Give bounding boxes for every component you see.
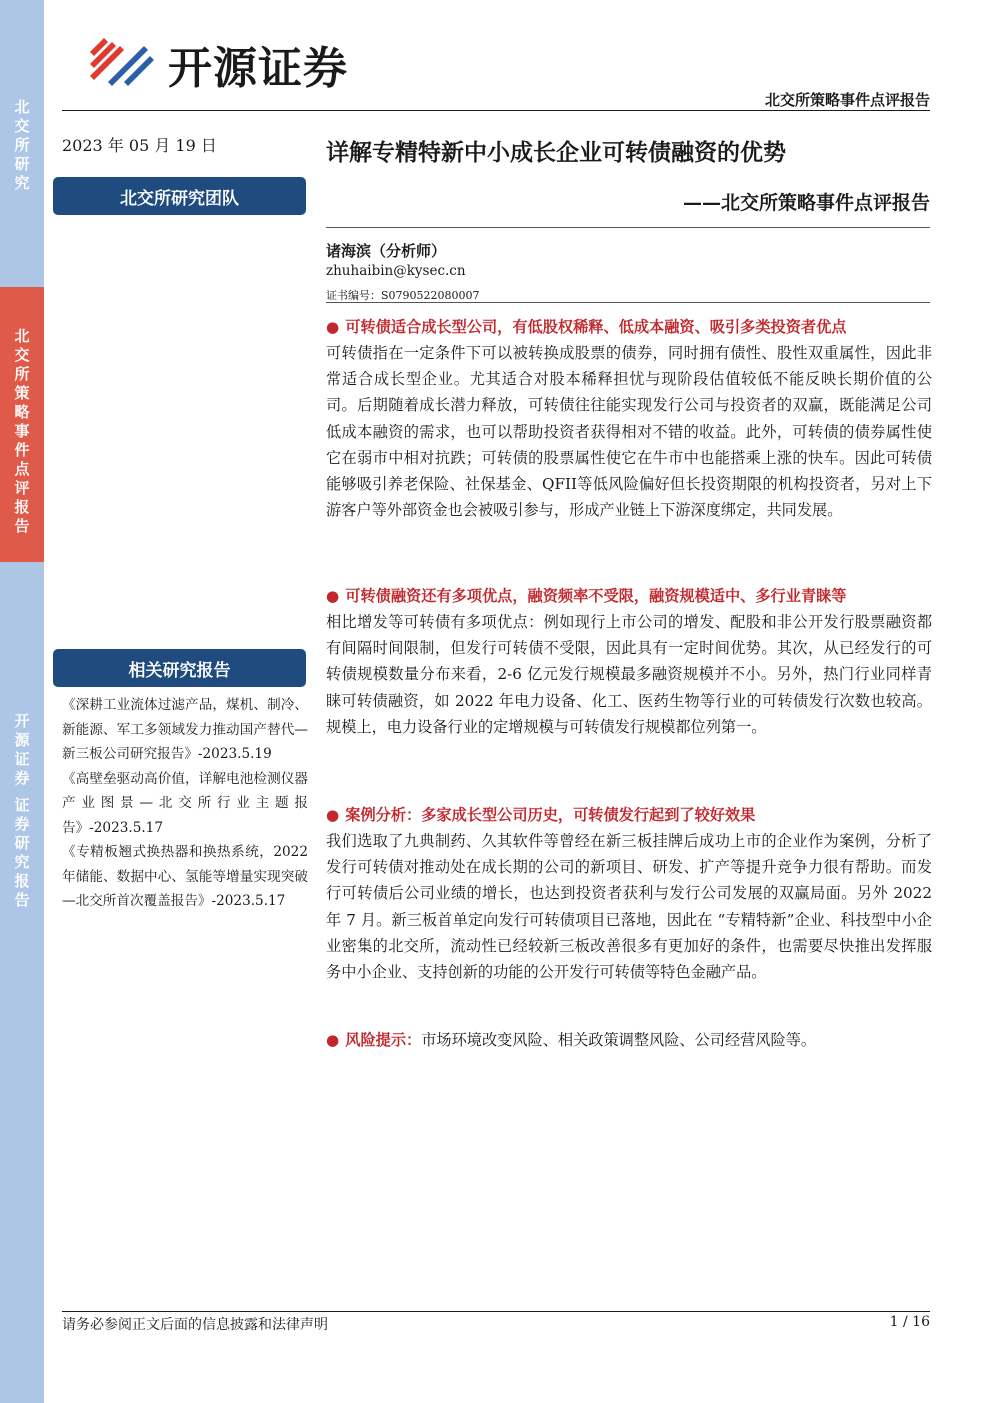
sidebar-char: 点 bbox=[14, 460, 30, 478]
section-financing-advantages bbox=[326, 583, 932, 740]
sidebar-char: 事 bbox=[14, 422, 30, 440]
title-divider bbox=[326, 227, 930, 228]
sidebar-char: 究 bbox=[14, 853, 30, 871]
bullet-icon: ● bbox=[326, 318, 340, 336]
sidebar-label-brand bbox=[0, 712, 44, 910]
related-report-item[interactable]: 《深耕工业流体过滤产品，煤机、制冷、新能源、军工多领域发力推动国产替代—新三板公司研究报告》-2023.5.19 bbox=[62, 697, 308, 762]
sidebar-char: 开 bbox=[14, 712, 30, 730]
header-report-type: 北交所策略事件点评报告 bbox=[764, 91, 930, 109]
sidebar-char: 所 bbox=[14, 136, 30, 154]
sidebar-char: 研 bbox=[14, 155, 30, 173]
sidebar-char: 研 bbox=[14, 834, 30, 852]
related-report-item[interactable]: 《专精板翘式换热器和换热系统，2022 年储能、数据中心、氢能等增量实现突破—北交所首次覆盖报告》-2023.5.17 bbox=[62, 844, 308, 909]
header-divider bbox=[62, 110, 930, 111]
sidebar-char: 所 bbox=[14, 365, 30, 383]
sidebar-char: 券 bbox=[14, 815, 30, 833]
sidebar-label-research bbox=[0, 98, 44, 193]
sidebar-char: 告 bbox=[14, 517, 30, 535]
bullet-icon: ● bbox=[326, 587, 340, 605]
sidebar-char: 报 bbox=[14, 872, 30, 890]
analyst-email[interactable]: zhuhaibin@kysec.cn bbox=[326, 263, 466, 279]
sidebar-char: 证 bbox=[14, 796, 30, 814]
related-panel-title: 相关研究报告 bbox=[53, 649, 306, 687]
section-heading: ● 可转债融资还有多项优点，融资频率不受限，融资规模适中、多行业青睐等 bbox=[326, 587, 847, 605]
footer-disclaimer: 请务必参阅正文后面的信息披露和法律声明 bbox=[62, 1317, 328, 1333]
sidebar-char: 北 bbox=[14, 327, 30, 345]
sidebar-strip bbox=[0, 0, 44, 1403]
related-reports-list bbox=[62, 693, 308, 914]
analyst-name: 诸海滨（分析师） bbox=[326, 242, 447, 260]
sidebar-char: 报 bbox=[14, 498, 30, 516]
report-date: 2023 年 05 月 19 日 bbox=[62, 136, 217, 155]
section-heading: ● 案例分析：多家成长型公司历史，可转债发行起到了较好效果 bbox=[326, 806, 756, 824]
risk-text: 市场环境改变风险、相关政策调整风险、公司经营风险等。 bbox=[421, 1031, 817, 1049]
sidebar-char: 评 bbox=[14, 479, 30, 497]
bullet-icon: ● bbox=[326, 1031, 340, 1049]
author-divider bbox=[326, 302, 930, 303]
sidebar-char: 告 bbox=[14, 891, 30, 909]
section-body: 我们选取了九典制药、久其软件等曾经在新三板挂牌后成功上市的企业作为案例，分析了发行可转债对推动处在成长期的公司的新项目、研发、扩产等提升竞争力很有帮助。而发行可转债后公司业绩的增长，也达到投资者获利与发行公司发展的双赢局面。另外 2022 年 7 月。新三板首单定向发行可转债项目已落地，因此在 “专精特新”企业、科技型中小企业密集的北交所，流动性已经较新三板改善很多有更加好的条件，也需要尽快推出发挥服务中小企业、支持创新的功能的公开发行可转债等特色金融产品。 bbox=[326, 832, 932, 982]
sidebar-char: 源 bbox=[14, 731, 30, 749]
sidebar-char: 证 bbox=[14, 750, 30, 768]
footer-divider bbox=[62, 1311, 930, 1312]
section-risk bbox=[326, 1027, 932, 1053]
section-heading: ● 可转债适合成长型公司，有低股权稀释、低成本融资、吸引多类投资者优点 bbox=[326, 318, 847, 336]
page-number: 1 / 16 bbox=[889, 1314, 930, 1330]
sidebar-char: 究 bbox=[14, 174, 30, 192]
brand-name: 开源证券 bbox=[168, 43, 348, 94]
sidebar-label-report-type bbox=[0, 287, 44, 562]
risk-label: 风险提示： bbox=[345, 1031, 422, 1049]
sidebar-char: 北 bbox=[14, 98, 30, 116]
risk-line bbox=[326, 1027, 932, 1053]
sidebar-char: 券 bbox=[14, 769, 30, 787]
section-body: 可转债指在一定条件下可以被转换成股票的债券，同时拥有债性、股性双重属性，因此非常适合成长型企业。尤其适合对股本稀释担忧与现阶段估值较低不能反映长期价值的公司。后期随着成长潜力释放，可转债往往能实现发行公司与投资者的双赢，既能满足公司低成本融资的需求，也可以帮助投资者获得相对不错的收益。此外，可转债的债券属性使它在弱市中相对抗跌；可转债的股票属性使它在牛市中也能搭乘上涨的快车。因此可转债能够吸引养老保险、社保基金、QFII等低风险偏好但长投资期限的机构投资者，另对上下游客户等外部资金也会被吸引参与，形成产业链上下游深度绑定，共同发展。 bbox=[326, 344, 932, 520]
section-body: 相比增发等可转债有多项优点：例如现行上市公司的增发、配股和非公开发行股票融资都有间隔时间限制，但发行可转债不受限，因此具有一定时间优势。其次，从已经发行的可转债规模数量分布来看，2-6 亿元发行规模最多融资规模并不小。另外，热门行业同样青睐可转债融资，如 2022 年电力设备、化工、医药生物等行业的可转债发行次数也较高。规模上，电力设备行业的定增规模与可转债发行规模都位列第一。 bbox=[326, 613, 932, 736]
team-panel-title: 北交所研究团队 bbox=[53, 177, 306, 215]
sidebar-char: 件 bbox=[14, 441, 30, 459]
related-report-item[interactable]: 《高壁垒驱动高价值，详解电池检测仪器产业图景—北交所行业主题报告》-2023.5.17 bbox=[62, 770, 308, 836]
report-subtitle: ——北交所策略事件点评报告 bbox=[682, 192, 930, 214]
report-title: 详解专精特新中小成长企业可转债融资的优势 bbox=[326, 139, 786, 166]
analyst-license: 证书编号：S0790522080007 bbox=[326, 289, 480, 302]
sidebar-char: 交 bbox=[14, 346, 30, 364]
kaiyuan-logo-icon bbox=[86, 30, 156, 86]
sidebar-char: 略 bbox=[14, 403, 30, 421]
section-case-analysis bbox=[326, 802, 932, 985]
sidebar-char: 交 bbox=[14, 117, 30, 135]
sidebar-char: 策 bbox=[14, 384, 30, 402]
bullet-icon: ● bbox=[326, 806, 340, 824]
section-convertible-suitability bbox=[326, 314, 932, 523]
